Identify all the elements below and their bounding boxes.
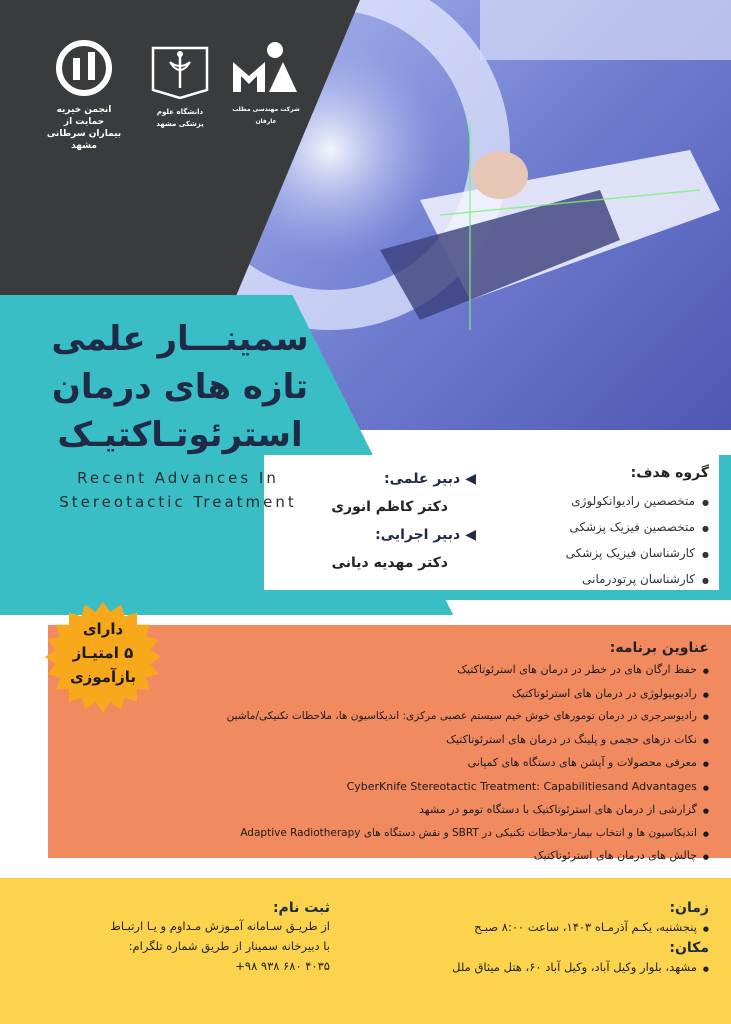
telegram-phone[interactable]: +۹۸ ۹۳۸ ۶۸۰ ۴۰۳۵ bbox=[235, 959, 330, 973]
registration-heading: ثبت نام: bbox=[272, 900, 330, 916]
program-item: ● اندیکاسیون ها و انتخاب بیمار-ملاحظات تکنیکی در SBRT و نقش دستگاه های Adaptive Radiotherapy bbox=[129, 823, 709, 846]
time-place bbox=[369, 900, 709, 980]
time-heading: زمان: bbox=[669, 900, 709, 916]
target-group bbox=[499, 465, 709, 593]
title-line-3: استرئوتـاکتیـک bbox=[57, 415, 303, 455]
scientific-editor-name: دکتر کاظم انوری bbox=[331, 499, 448, 515]
scientific-editor-label: ◀دبیر علمی: bbox=[384, 471, 476, 487]
anjoman-caption-1: انجمن خیریه حمایت از bbox=[56, 105, 112, 127]
title-line-1: سمینـــار علمی bbox=[51, 319, 309, 359]
badge-line-3: بازآموزی bbox=[69, 668, 137, 686]
arrow-left-icon: ◀ bbox=[465, 471, 476, 487]
program-list bbox=[129, 640, 709, 869]
title-en-line-2: Stereotactic Treatment bbox=[59, 493, 297, 511]
company-emblem-icon bbox=[227, 40, 305, 100]
place-value: ● مشهد، بلوار وکیل آباد، وکیل آباد ۶۰، هتل میثاق ملل bbox=[369, 956, 709, 980]
arrow-left-icon: ◀ bbox=[465, 527, 476, 543]
target-item: ● متخصصین رادیوانکولوژی bbox=[499, 489, 709, 515]
badge-line-2: ۵ امتیـاز bbox=[72, 644, 134, 662]
company-logo bbox=[227, 40, 305, 128]
target-item: ● کارشناسان فیزیک پزشکی bbox=[499, 541, 709, 567]
logo-row bbox=[45, 40, 305, 151]
executive-editor-label: ◀دبیر اجرایی: bbox=[375, 527, 476, 543]
program-item: ● حفظ ارگان های در خطر در درمان های استرئوتاکتیک bbox=[129, 659, 709, 683]
target-item: ● متخصصین فیزیک پزشکی bbox=[499, 515, 709, 541]
executive-editor-name: دکتر مهدیه دیانی bbox=[331, 555, 448, 571]
registration-line-1: از طریـق سـامانه آمـوزش مـداوم و یـا ارتبـاط bbox=[110, 919, 330, 933]
anjoman-emblem-icon bbox=[45, 40, 123, 100]
registration-line-2: با دبیرخانه سمینار از طریق شماره تلگرام: bbox=[128, 939, 330, 953]
anjoman-caption-2: بیماران سرطانی مشهد bbox=[46, 129, 122, 151]
editors-block bbox=[266, 467, 476, 579]
company-caption: شرکت مهندسی مطلب عارفان bbox=[232, 106, 300, 125]
registration bbox=[30, 900, 330, 976]
badge-line-1: دارای bbox=[82, 620, 124, 638]
time-value: ● پنجشنبه، یکـم آذرمـاه ۱۴۰۳، ساعت ۸:۰۰ صبـح bbox=[369, 916, 709, 940]
program-heading: عناوین برنامه: bbox=[609, 640, 709, 656]
university-emblem-icon bbox=[145, 40, 215, 102]
program-item: ● رادیوبیولوژی در درمان های استرئوتاکتیک bbox=[129, 683, 709, 707]
place-heading: مکان: bbox=[669, 940, 709, 956]
university-logo bbox=[145, 40, 215, 130]
program-item: ● رادیوسرجری در درمان تومورهای خوش خیم سیستم عصبی مرکزی: اندیکاسیون ها، ملاحظات تکنیکی/ماشین bbox=[129, 706, 709, 729]
title-line-2: تازه های درمان bbox=[51, 367, 309, 407]
target-heading: گروه هدف: bbox=[630, 465, 709, 481]
program-item: ● گزارشی از درمان های استرئوتاکتیک با دستگاه تومو در مشهد bbox=[129, 799, 709, 823]
target-item: ● کارشناسان پرتودرمانی bbox=[499, 567, 709, 593]
university-caption: دانشگاه علوم پزشکی مشهد bbox=[156, 108, 204, 128]
title-en-line-1: Recent Advances In bbox=[77, 469, 279, 487]
seminar-title bbox=[30, 315, 330, 459]
anjoman-logo bbox=[45, 40, 123, 152]
program-item: ● نکات دزهای حجمی و پلینگ در درمان های استرئوتاکتیک bbox=[129, 729, 709, 753]
program-item: ● CyberKnife Stereotactic Treatment: Capabilitiesand Advantages bbox=[129, 776, 709, 800]
program-item: ● چالش های درمان های استرئوتاکتیک bbox=[129, 845, 709, 869]
program-item: ● معرفی محصولات و آپشن های دستگاه های کمپانی bbox=[129, 752, 709, 776]
